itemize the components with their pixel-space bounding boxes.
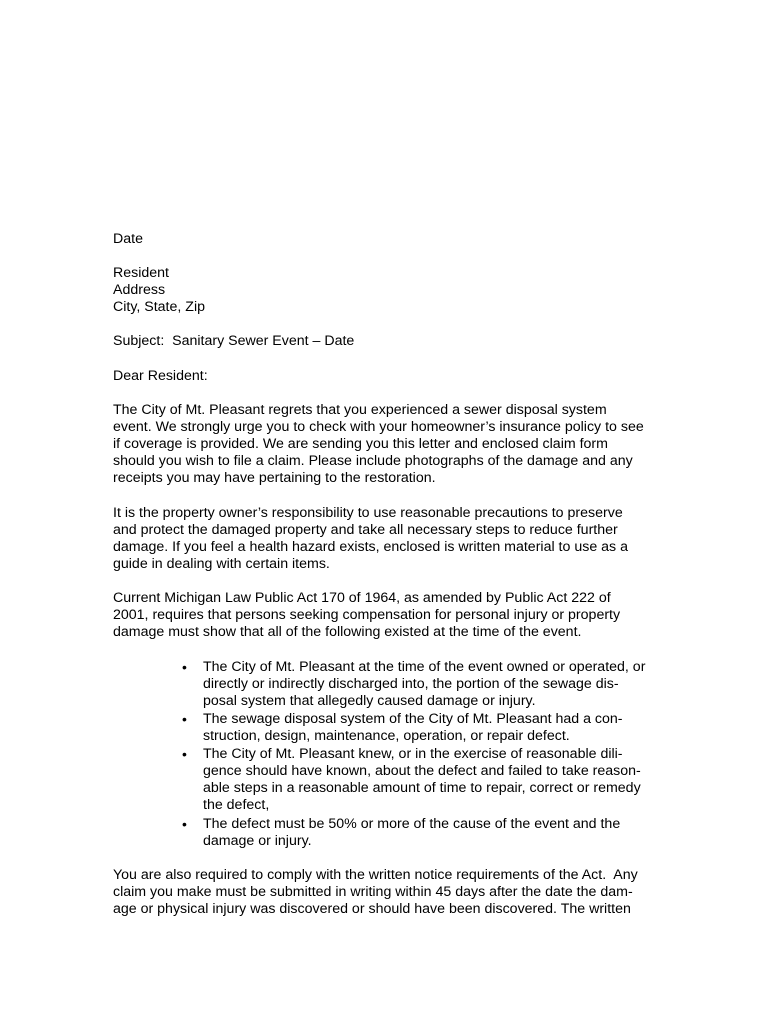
bullet-3-line: gence should have known, about the defect and failed to take reason- [203,763,641,779]
bullet-2-line: The sewage disposal system of the City of Mt. Pleasant had a con- [203,711,623,727]
paragraph-3-line: 2001, requires that persons seeking compensation for personal injury or property [113,607,621,623]
bullet-2-line: struction, design, maintenance, operation, or repair defect. [203,728,570,744]
bullet-4-line: The defect must be 50% or more of the cause of the event and the [203,816,621,832]
subject-line: Subject: Sanitary Sewer Event – Date [113,333,355,349]
bullet-3-line: the defect, [203,797,270,813]
paragraph-3-line: damage must show that all of the following existed at the time of the event. [113,624,582,640]
paragraph-1-line: The City of Mt. Pleasant regrets that you experienced a sewer disposal system [113,402,607,418]
paragraph-2-line: and protect the damaged property and take all necessary steps to reduce further [113,522,618,538]
paragraph-4-line: You are also required to comply with the written notice requirements of the Act. Any [113,867,638,883]
bullet-1-line: directly or indirectly discharged into, the portion of the sewage dis- [203,676,619,692]
bullet-3-line: able steps in a reasonable amount of time to repair, correct or remedy [203,780,641,796]
bullet-marker: • [182,746,187,762]
paragraph-2-line: guide in dealing with certain items. [113,556,330,572]
paragraph-1-line: receipts you may have pertaining to the restoration. [113,470,436,486]
bullet-marker: • [182,816,187,832]
salutation: Dear Resident: [113,368,208,384]
paragraph-1-line: if coverage is provided. We are sending you this letter and enclosed claim form [113,436,608,452]
recipient-name: Resident [113,265,169,281]
paragraph-2-line: It is the property owner’s responsibility to use reasonable precautions to preserve [113,505,623,521]
paragraph-4-line: age or physical injury was discovered or should have been discovered. The written [113,901,631,917]
bullet-1-line: The City of Mt. Pleasant at the time of the event owned or operated, or [203,659,646,675]
bullet-1-line: posal system that allegedly caused damage or injury. [203,693,536,709]
bullet-marker: • [182,659,187,675]
bullet-marker: • [182,711,187,727]
paragraph-1-line: event. We strongly urge you to check with your homeowner’s insurance policy to see [113,419,644,435]
recipient-city-state-zip: City, State, Zip [113,299,205,315]
date-line: Date [113,231,143,247]
paragraph-1-line: should you wish to file a claim. Please include photographs of the damage and any [113,453,633,469]
bullet-3-line: The City of Mt. Pleasant knew, or in the exercise of reasonable dili- [203,746,623,762]
recipient-address: Address [113,282,166,298]
paragraph-2-line: damage. If you feel a health hazard exists, enclosed is written material to use as a [113,539,628,555]
bullet-4-line: damage or injury. [203,833,312,849]
paragraph-3-line: Current Michigan Law Public Act 170 of 1964, as amended by Public Act 222 of [113,590,611,606]
paragraph-4-line: claim you make must be submitted in writing within 45 days after the date the dam- [113,884,633,900]
